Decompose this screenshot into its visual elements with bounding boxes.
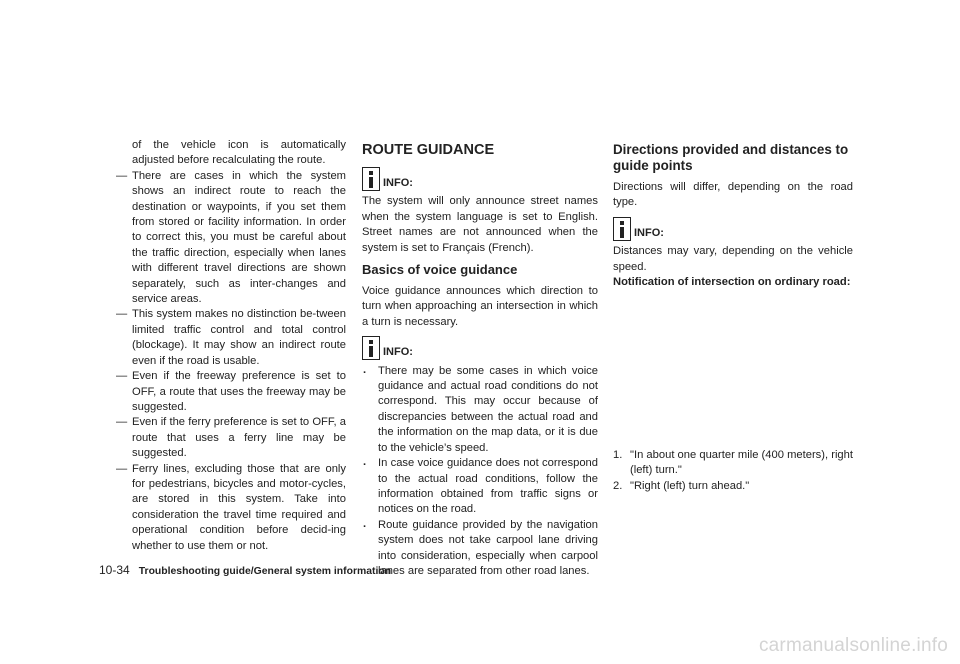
info-label: INFO: xyxy=(383,346,413,359)
continued-text: of the vehicle icon is automatically adjusted before recalculating the route. xyxy=(132,139,346,167)
dash-mark: — xyxy=(116,416,128,429)
dash-mark: — xyxy=(116,370,128,383)
dash-item-text: Ferry lines, excluding those that are only for pedestrians, bicycles and motor-cycles, are stored in this system. Take into consideration the travel time required and operational condition before decid-ing whether to use them or not. xyxy=(132,462,346,552)
section-heading: ROUTE GUIDANCE xyxy=(362,142,495,158)
dash-mark: — xyxy=(116,462,128,475)
watermark: carmanualsonline.info xyxy=(758,635,948,656)
bullet-text: There may be some cases in which voice guidance and actual road conditions do not correspond. This may occur because of discrepancies between the actual road and the information on the map data, or it is due to the vehicle’s speed. xyxy=(378,364,598,454)
info-icon xyxy=(362,336,380,360)
numbered-item xyxy=(613,479,853,494)
info-block xyxy=(362,167,598,191)
dash-item-text: There are cases in which the system shows an indirect route to reach the destination or waypoints, if you set them from stored or facility information. In order to correct this, you must be careful about the traffic direction, especially when lanes with different travel directions are shown separately, such as inter-changes and service areas. xyxy=(132,169,346,306)
voice-guidance-text: Voice guidance announces which direction to turn when approaching an intersection in which a turn is necessary. xyxy=(362,285,598,328)
bullet-mark: . xyxy=(363,456,367,469)
info-icon xyxy=(362,167,380,191)
bullet-text: Route guidance provided by the navigation system does not take carpool lane driving into consideration, especially when carpool lanes are separated from other road lanes. xyxy=(378,518,598,577)
bullet-mark: . xyxy=(363,517,367,530)
info-text: The system will only announce street names when the system language is set to English. Street names are not announced when the system is set to Français (French). xyxy=(362,195,598,254)
blank-figure-area xyxy=(613,290,853,448)
dash-item xyxy=(116,369,346,415)
column-2 xyxy=(362,138,598,579)
dash-item-text: Even if the ferry preference is set to OFF, a route that uses a ferry line may be suggested. xyxy=(132,416,346,460)
numbered-item-text: "In about one quarter mile (400 meters), right (left) turn." xyxy=(630,449,853,477)
info-block xyxy=(613,217,853,241)
bullet-text: In case voice guidance does not correspond to the actual road conditions, follow the information obtained from traffic signs or notices on the road. xyxy=(378,457,598,516)
info-label: INFO: xyxy=(383,177,413,189)
column-1 xyxy=(116,138,346,554)
numbered-item xyxy=(613,448,853,479)
notification-heading: Notification of intersection on ordinary road: xyxy=(613,276,851,289)
dash-item xyxy=(116,169,346,308)
info-text: Distances may vary, depending on the vehicle speed. xyxy=(613,245,853,273)
subheading: Basics of voice guidance xyxy=(362,262,518,278)
column-3 xyxy=(613,138,853,494)
intro-text: Directions will differ, depending on the road type. xyxy=(613,181,853,209)
dash-item-text: Even if the freeway preference is set to OFF, a route that uses the freeway may be suggested. xyxy=(132,370,346,413)
item-number: 1. xyxy=(613,449,623,462)
numbered-item-text: "Right (left) turn ahead." xyxy=(630,479,750,492)
section-heading: Directions provided and distances to guide points xyxy=(613,142,849,173)
item-number: 2. xyxy=(613,479,623,492)
footer-title: Troubleshooting guide/General system information xyxy=(138,566,392,577)
bullet-item xyxy=(362,364,598,456)
page-number: 10-34 xyxy=(99,563,130,577)
info-block xyxy=(362,336,598,360)
bullet-mark: . xyxy=(363,363,367,376)
dash-item xyxy=(116,307,346,369)
dash-item-text: This system makes no distinction be-tween limited traffic control and total control (blockage). It may show an indirect route even if the road is usable. xyxy=(132,308,346,367)
dash-item xyxy=(116,415,346,461)
page-footer xyxy=(99,563,391,577)
dash-mark: — xyxy=(116,169,128,182)
dash-mark: — xyxy=(116,308,128,321)
dash-item xyxy=(116,462,346,554)
bullet-item xyxy=(362,456,598,518)
bullet-item xyxy=(362,518,598,580)
info-icon xyxy=(613,217,631,241)
info-label: INFO: xyxy=(634,226,664,239)
